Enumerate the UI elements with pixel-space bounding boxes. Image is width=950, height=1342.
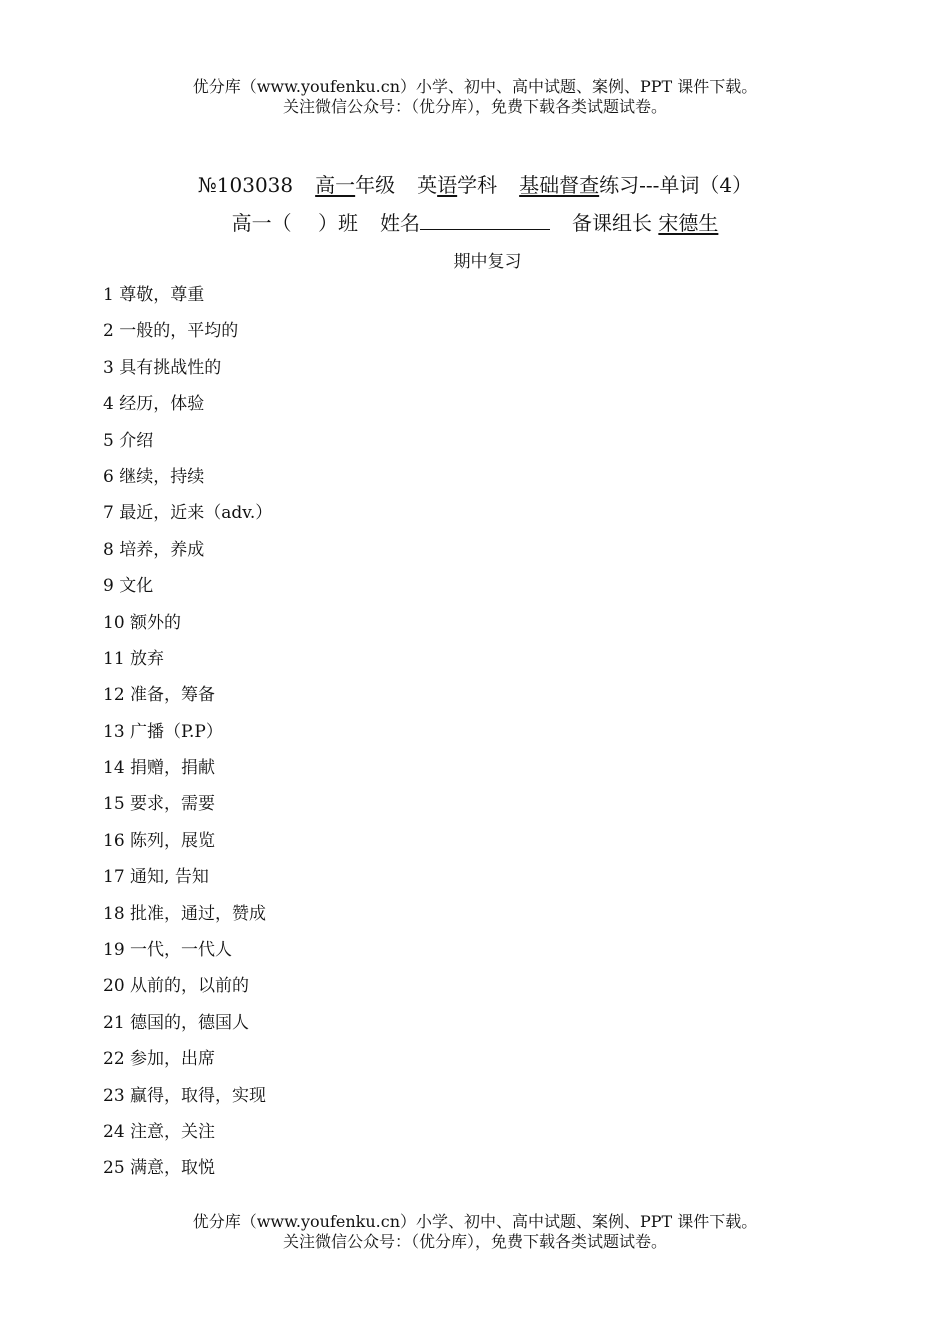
vocab-list bbox=[103, 284, 272, 1194]
list-item: 6 继续，持续 bbox=[103, 466, 205, 487]
list-item: 22 参加，出席 bbox=[103, 1049, 216, 1070]
exercise-type-suffix: 练习---单词（4） bbox=[599, 173, 753, 197]
list-item: 7 最近，近来（adv.） bbox=[103, 503, 273, 524]
list-item: 15 要求，需要 bbox=[103, 794, 216, 815]
page-footer bbox=[0, 1212, 950, 1252]
footer-line-1: 优分库（www.youfenku.cn）小学、初中、高中试题、案例、PPT 课件下载。 bbox=[192, 1212, 758, 1231]
list-item: 23 赢得，取得，实现 bbox=[103, 1085, 267, 1106]
list-item: 5 介绍 bbox=[103, 430, 154, 451]
list-item: 8 培养，养成 bbox=[103, 539, 205, 560]
list-item: 1 尊敬，尊重 bbox=[103, 285, 205, 305]
section-subtitle: 期中复习 bbox=[453, 252, 522, 272]
grade-suffix: 年级 bbox=[355, 173, 396, 197]
header-line-2: 关注微信公众号：（优分库），免费下载各类试题试卷。 bbox=[282, 97, 667, 116]
list-item: 19 一代，一代人 bbox=[103, 940, 233, 961]
exercise-number: №103038 bbox=[197, 173, 294, 197]
list-item: 24 注意，关注 bbox=[103, 1121, 216, 1142]
list-item: 25 满意，取悦 bbox=[103, 1158, 216, 1179]
list-item: 11 放弃 bbox=[103, 648, 165, 669]
grade-underlined: 高一 bbox=[315, 173, 356, 197]
list-item: 18 批准，通过，赞成 bbox=[103, 903, 267, 924]
exercise-type-underlined: 基础督查 bbox=[519, 173, 600, 197]
leader-label: 备课组长 bbox=[572, 211, 652, 235]
subject-suffix: 学科 bbox=[457, 173, 498, 197]
list-item: 10 额外的 bbox=[103, 612, 182, 633]
class-label: 高一（ ）班 bbox=[231, 211, 358, 235]
name-label: 姓名 bbox=[380, 211, 420, 235]
list-item: 20 从前的，以前的 bbox=[103, 976, 250, 997]
list-item: 9 文化 bbox=[103, 576, 154, 597]
list-item: 21 德国的，德国人 bbox=[103, 1012, 250, 1033]
list-item: 14 捐赠，捐献 bbox=[103, 758, 216, 779]
list-item: 17 通知, 告知 bbox=[103, 867, 209, 888]
list-item: 16 陈列，展览 bbox=[103, 830, 216, 851]
student-info-line bbox=[0, 209, 950, 236]
list-item: 13 广播（P.P） bbox=[103, 721, 223, 742]
list-item: 2 一般的，平均的 bbox=[103, 321, 239, 342]
leader-name: 宋德生 bbox=[658, 211, 719, 235]
subject-underlined: 语 bbox=[437, 173, 458, 197]
list-item: 3 具有挑战性的 bbox=[103, 357, 222, 378]
subject-prefix: 英 bbox=[417, 173, 438, 197]
footer-line-2: 关注微信公众号：（优分库），免费下载各类试题试卷。 bbox=[282, 1232, 667, 1251]
list-item: 12 准备，筹备 bbox=[103, 685, 216, 706]
page-header bbox=[0, 77, 950, 117]
name-blank bbox=[420, 209, 550, 230]
header-line-1: 优分库（www.youfenku.cn）小学、初中、高中试题、案例、PPT 课件下载。 bbox=[192, 77, 758, 96]
list-item: 4 经历，体验 bbox=[103, 394, 205, 415]
page-title bbox=[0, 172, 950, 198]
